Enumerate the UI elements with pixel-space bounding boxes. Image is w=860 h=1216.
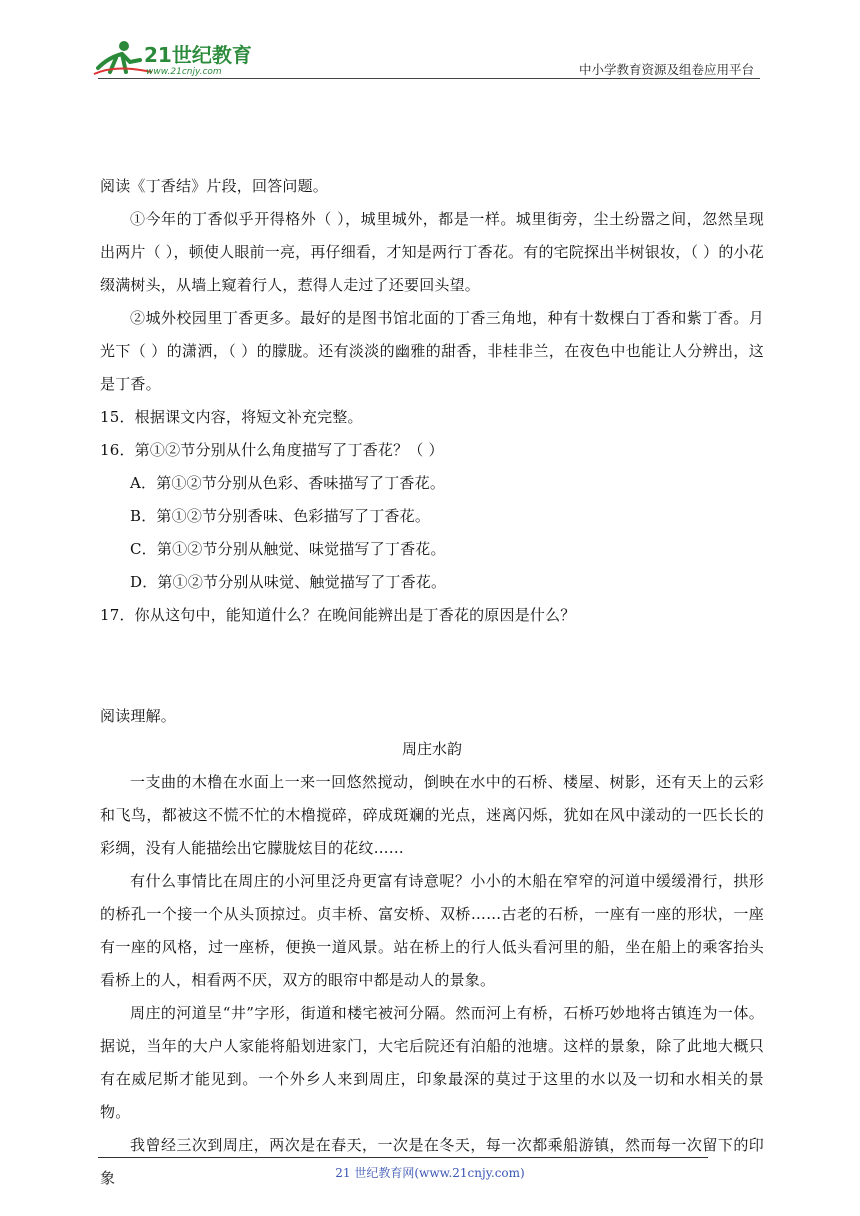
option-c: C．第①②节分别从触觉、味觉描写了丁香花。 (130, 540, 446, 558)
article-paragraph-4: 我曾经三次到周庄，两次是在春天，一次是在冬天，每一次都乘船游镇，然而每一次留下的印象 (100, 1136, 764, 1187)
article-paragraph-3: 周庄的河道呈“井”字形，街道和楼宅被河分隔。然而河上有桥，石桥巧妙地将古镇连为一体。据说，当年的大户人家能将船划进家门，大宅后院还有泊船的池塘。这样的景象，除了此地大概只有在威尼斯才能见到。一个外乡人来到周庄，印象最深的莫过于这里的水以及一切和水相关的景物。 (100, 1004, 764, 1121)
article-title: 周庄水韵 (401, 740, 462, 758)
section2-intro: 阅读理解。 (100, 707, 177, 725)
section-spacer (100, 632, 764, 700)
passage-paragraph-1: ①今年的丁香似乎开得格外（ ），城里城外，都是一样。城里街旁，尘土纷嚣之间，忽然呈现出两片（ ），顿使人眼前一亮，再仔细看，才知是两行丁香花。有的宅院探出半树银妆，（ ）的小花缀满树头，从墙上窥着行人，惹得人走过了还要回头望。 (100, 210, 764, 294)
option-d: D．第①②节分别从味觉、触觉描写了丁香花。 (130, 573, 447, 591)
question-17: 17．你从这句中，能知道什么？在晚间能辨出是丁香花的原因是什么？ (100, 606, 576, 624)
logo-text: 21世纪教育 (144, 43, 252, 67)
site-logo (92, 38, 262, 78)
document-body (100, 170, 764, 1195)
footer-divider (98, 1157, 708, 1158)
logo-url-text: www.21cnjy.com (146, 67, 222, 77)
platform-name: 中小学教育资源及组卷应用平台 (578, 62, 754, 77)
option-b: B．第①②节分别香味、色彩描写了丁香花。 (130, 507, 431, 525)
question-15: 15．根据课文内容，将短文补充完整。 (100, 408, 363, 426)
section1-intro: 阅读《丁香结》片段，回答问题。 (100, 177, 329, 195)
question-16: 16．第①②节分别从什么角度描写了丁香花？（ ） (100, 441, 444, 459)
footer-link[interactable]: 21 世纪教育网(www.21cnjy.com) (335, 1166, 525, 1180)
article-paragraph-2: 有什么事情比在周庄的小河里泛舟更富有诗意呢？小小的木船在窄窄的河道中缓缓滑行，拱形的桥孔一个接一个从头顶掠过。贞丰桥、富安桥、双桥……古老的石桥，一座有一座的形状，一座有一座的风格，过一座桥，便换一道风景。站在桥上的行人低头看河里的船，坐在船上的乘客抬头看桥上的人，相看两不厌，双方的眼帘中都是动人的景象。 (100, 872, 764, 989)
passage-paragraph-2: ②城外校园里丁香更多。最好的是图书馆北面的丁香三角地，种有十数棵白丁香和紫丁香。月光下（ ）的潇洒，（ ）的朦胧。还有淡淡的幽雅的甜香，非桂非兰，在夜色中也能让人分辨出，这是丁香。 (100, 309, 764, 393)
header-divider (98, 78, 760, 79)
option-a: A．第①②节分别从色彩、香味描写了丁香花。 (130, 474, 446, 492)
runner-logo-icon (92, 38, 262, 78)
article-paragraph-1: 一支曲的木橹在水面上一来一回悠然搅动，倒映在水中的石桥、楼屋、树影，还有天上的云彩和飞鸟，都被这不慌不忙的木橹搅碎，碎成斑斓的光点，迷离闪烁，犹如在风中漾动的一匹长长的彩绸，没有人能描绘出它朦胧炫目的花纹…… (100, 773, 764, 857)
